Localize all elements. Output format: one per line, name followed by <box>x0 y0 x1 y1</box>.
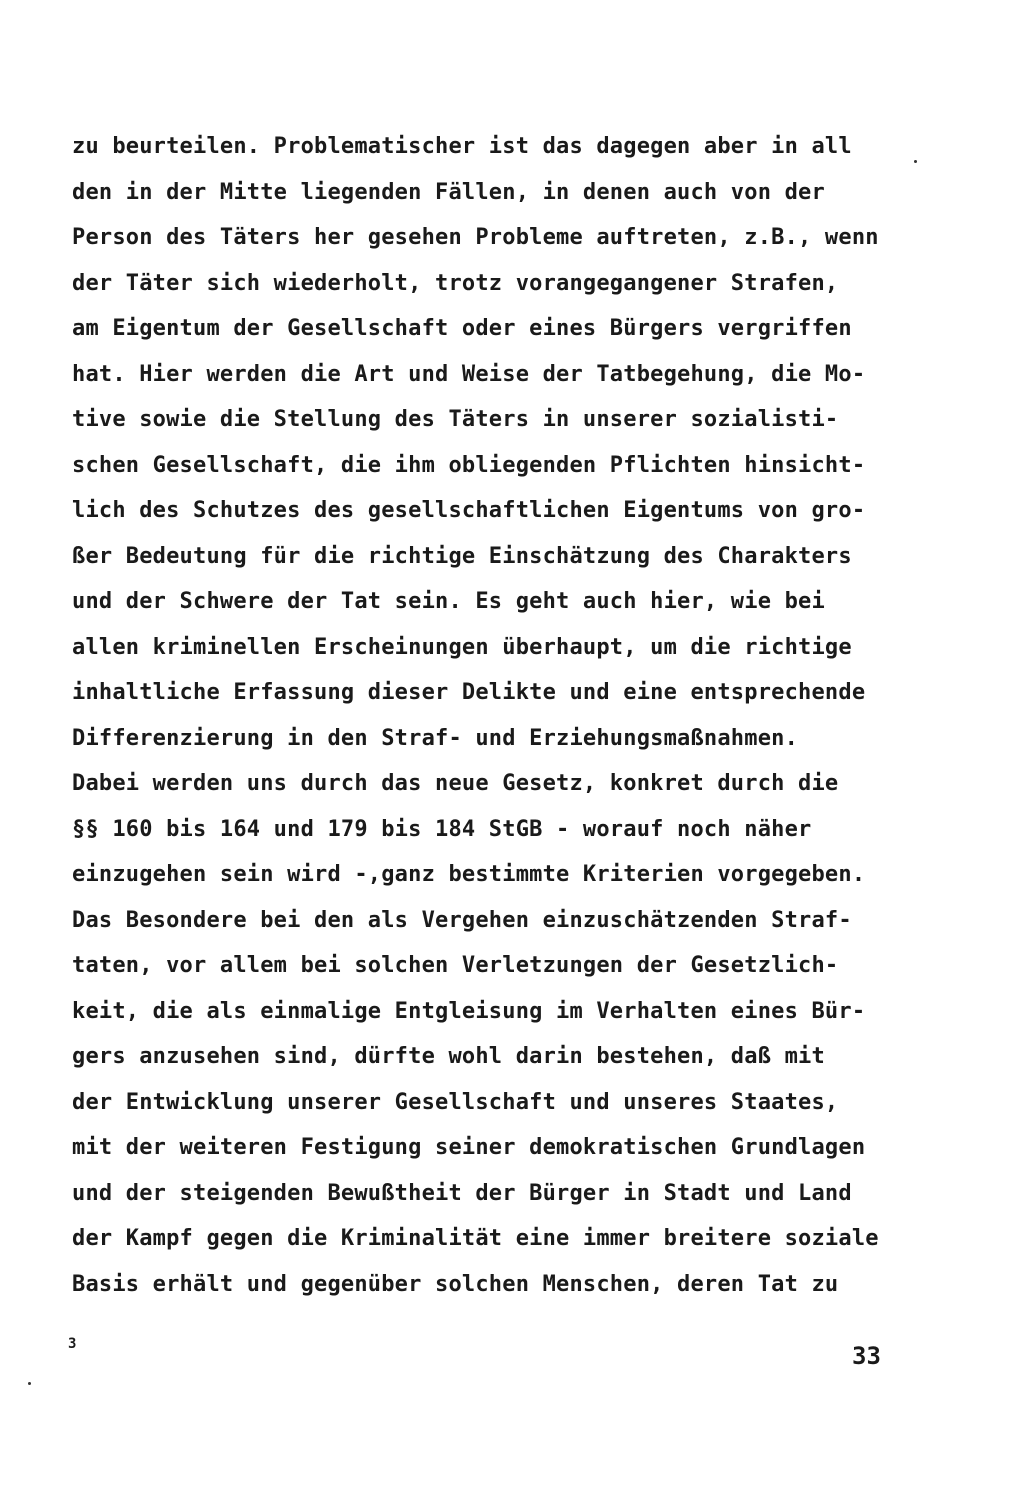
body-text <box>72 124 912 1307</box>
text-line: der Entwicklung unserer Gesellschaft und unseres Staates, <box>72 1089 839 1115</box>
text-line: Das Besondere bei den als Vergehen einzuschätzenden Straf- <box>72 907 852 933</box>
text-line: zu beurteilen. Problematischer ist das dagegen aber in all <box>72 134 852 159</box>
scan-speck <box>914 160 917 163</box>
text-line: den in der Mitte liegenden Fällen, in denen auch von der <box>72 179 825 205</box>
text-line: keit, die als einmalige Entgleisung im Verhalten eines Bür- <box>72 998 866 1024</box>
text-line: allen kriminellen Erscheinungen überhaupt, um die richtige <box>72 634 852 660</box>
text-line: hat. Hier werden die Art und Weise der Tatbegehung, die Mo- <box>72 361 866 387</box>
text-line: lich des Schutzes des gesellschaftlichen Eigentums von gro- <box>72 498 866 523</box>
text-line: Person des Täters her gesehen Probleme auftreten, z.B., wenn <box>72 225 879 250</box>
page-number: 33 <box>852 1342 881 1370</box>
text-line: schen Gesellschaft, die ihm obliegenden Pflichten hinsicht- <box>72 452 866 478</box>
text-line: Dabei werden uns durch das neue Gesetz, konkret durch die <box>72 771 839 796</box>
footnote-mark: 3 <box>68 1336 77 1352</box>
text-line: der Täter sich wiederholt, trotz vorangegangener Strafen, <box>72 270 839 296</box>
text-line: und der steigenden Bewußtheit der Bürger in Stadt und Land <box>72 1180 852 1206</box>
text-line: einzugehen sein wird -,ganz bestimmte Kriterien vorgegeben. <box>72 862 866 887</box>
text-line: ßer Bedeutung für die richtige Einschätzung des Charakters <box>72 543 852 569</box>
text-line: taten, vor allem bei solchen Verletzungen der Gesetzlich- <box>72 953 839 978</box>
text-line: der Kampf gegen die Kriminalität eine immer breitere soziale <box>72 1226 879 1251</box>
text-line: Differenzierung in den Straf- und Erziehungsmaßnahmen. <box>72 725 799 751</box>
text-line: am Eigentum der Gesellschaft oder eines Bürgers vergriffen <box>72 316 852 341</box>
text-line: gers anzusehen sind, dürfte wohl darin bestehen, daß mit <box>72 1044 825 1069</box>
text-line: inhaltliche Erfassung dieser Delikte und eine entsprechende <box>72 680 866 705</box>
text-line: tive sowie die Stellung des Täters in unserer sozialisti- <box>72 407 839 432</box>
text-line: §§ 160 bis 164 und 179 bis 184 StGB - worauf noch näher <box>72 816 812 842</box>
text-line: und der Schwere der Tat sein. Es geht auch hier, wie bei <box>72 589 825 614</box>
text-line: mit der weiteren Festigung seiner demokratischen Grundlagen <box>72 1135 866 1160</box>
text-line: Basis erhält und gegenüber solchen Menschen, deren Tat zu <box>72 1271 839 1297</box>
scan-speck <box>28 1382 31 1385</box>
